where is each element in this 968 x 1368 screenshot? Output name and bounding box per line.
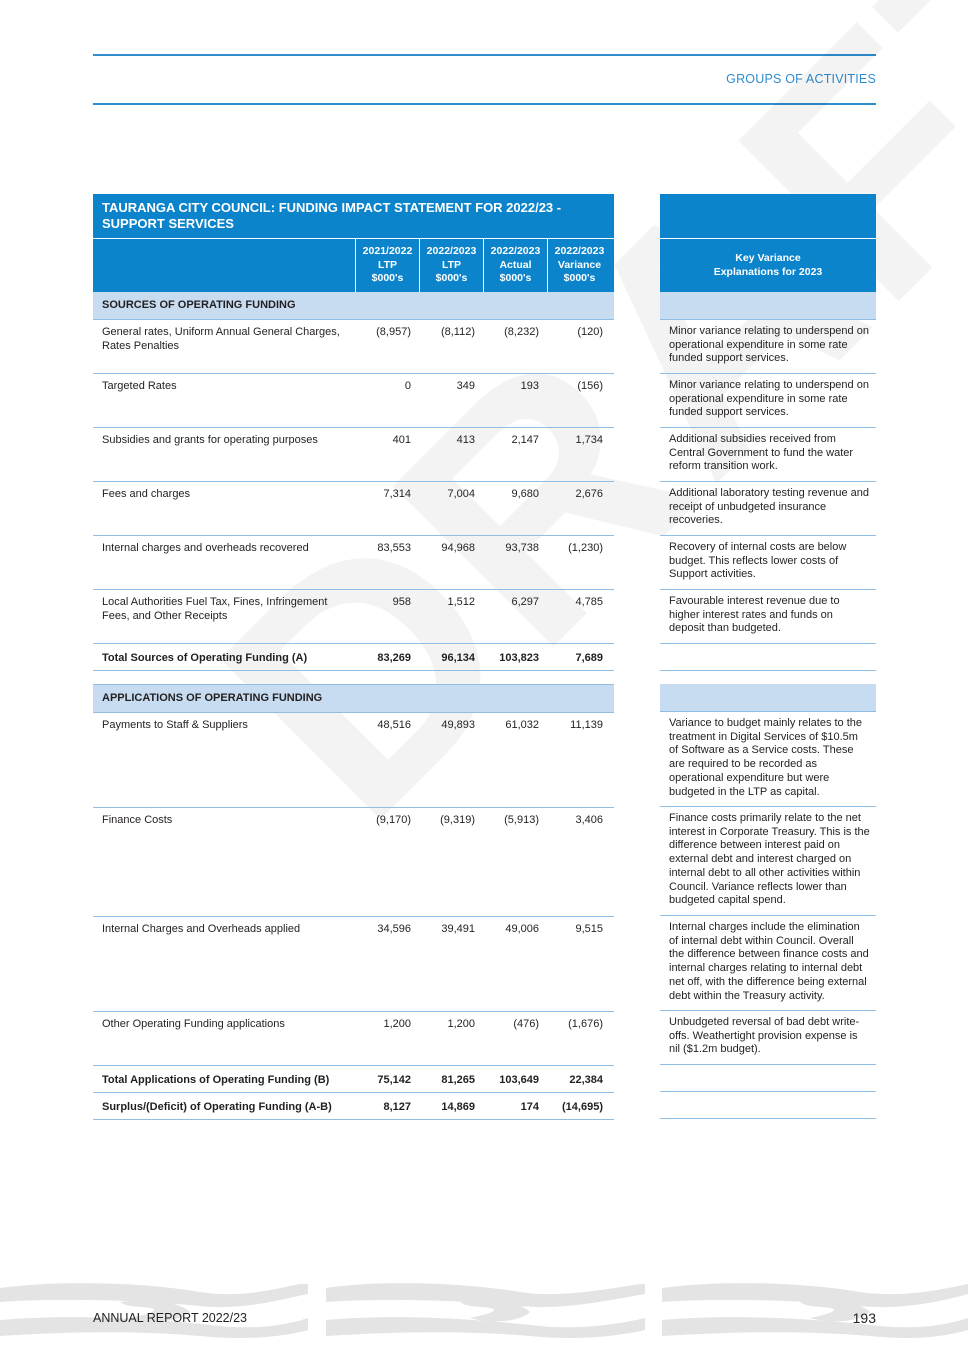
- column-header: 2021/2022 LTP $000's: [355, 239, 419, 292]
- surplus-row: Surplus/(Deficit) of Operating Funding (A-B) 8,127 14,869 174 (14,695): [93, 1093, 614, 1120]
- variance-note: Internal charges include the elimination of internal debt within Council. Overall the difference between finance costs and internal charges relating to internal debt net off, with the difference being external debt within the Treasury activity.: [660, 916, 876, 1011]
- page-number: 193: [852, 1310, 876, 1326]
- table-row: General rates, Uniform Annual General Charges, Rates Penalties (8,957) (8,112) (8,232) (120): [93, 320, 614, 374]
- table-title: TAURANGA CITY COUNCIL: FUNDING IMPACT STATEMENT FOR 2022/23 - SUPPORT SERVICES: [93, 194, 614, 238]
- variance-note: Unbudgeted reversal of bad debt write-offs. Weathertight provision expense is nil ($1.2m budget).: [660, 1011, 876, 1065]
- variance-note-empty: [660, 1065, 876, 1092]
- header-rule: [93, 103, 876, 105]
- section-heading-sources: SOURCES OF OPERATING FUNDING: [93, 292, 614, 320]
- section-heading-applications: APPLICATIONS OF OPERATING FUNDING: [93, 685, 614, 713]
- section-label: GROUPS OF ACTIVITIES: [726, 72, 876, 86]
- table-row: Internal Charges and Overheads applied 34,596 39,491 49,006 9,515: [93, 917, 614, 1012]
- table-row: Subsidies and grants for operating purposes 401 413 2,147 1,734: [93, 428, 614, 482]
- table-header-row: [93, 238, 614, 292]
- total-sources-row: Total Sources of Operating Funding (A) 83,269 96,134 103,823 7,689: [93, 644, 614, 671]
- table-row: Internal charges and overheads recovered 83,553 94,968 93,738 (1,230): [93, 536, 614, 590]
- side-spacer: [660, 671, 876, 684]
- variance-note: Recovery of internal costs are below budget. This reflects lower costs of Support activities.: [660, 536, 876, 590]
- variance-note: Finance costs primarily relate to the net interest in Corporate Treasury. This is the difference between interest paid on external debt and interest charged on internal debt to all other activities within Council. Variance reflects lower than budgeted capital spend.: [660, 807, 876, 916]
- variance-note-empty: [660, 644, 876, 671]
- variance-note: Variance to budget mainly relates to the treatment in Digital Services of $10.5m of Software as a Service costs. These are required to be recorded as operational expenditure but were budgeted in the LTP as capital.: [660, 712, 876, 807]
- side-header: Key Variance Explanations for 2023: [660, 238, 876, 292]
- table-row: Other Operating Funding applications 1,200 1,200 (476) (1,676): [93, 1012, 614, 1066]
- variance-note-empty: [660, 1092, 876, 1119]
- side-section-spacer: [660, 684, 876, 712]
- column-header: 2022/2023 Variance $000's: [547, 239, 611, 292]
- variance-note: Additional subsidies received from Central Government to fund the water reform transition work.: [660, 428, 876, 482]
- variance-note: Minor variance relating to underspend on operational expenditure in some rate funded support services.: [660, 374, 876, 428]
- table-row: Finance Costs (9,170) (9,319) (5,913) 3,406: [93, 808, 614, 917]
- column-header: 2022/2023 Actual $000's: [483, 239, 547, 292]
- variance-note: Additional laboratory testing revenue and receipt of unbudgeted insurance recoveries.: [660, 482, 876, 536]
- total-applications-row: Total Applications of Operating Funding (B) 75,142 81,265 103,649 22,384: [93, 1066, 614, 1093]
- table-row: Targeted Rates 0 349 193 (156): [93, 374, 614, 428]
- top-rule: [93, 54, 876, 56]
- footer-pattern: [0, 1280, 968, 1340]
- variance-explanations: [660, 194, 876, 1119]
- variance-note: Favourable interest revenue due to higher interest rates and funds on deposit than budgeted.: [660, 590, 876, 644]
- table-spacer: [93, 671, 614, 685]
- column-header: 2022/2023 LTP $000's: [419, 239, 483, 292]
- side-section-spacer: [660, 292, 876, 320]
- table-row: Fees and charges 7,314 7,004 9,680 2,676: [93, 482, 614, 536]
- variance-note: Minor variance relating to underspend on operational expenditure in some rate funded support services.: [660, 320, 876, 374]
- table-row: Local Authorities Fuel Tax, Fines, Infringement Fees, and Other Receipts 958 1,512 6,297 4,785: [93, 590, 614, 644]
- report-title: ANNUAL REPORT 2022/23: [93, 1311, 248, 1325]
- funding-impact-table: [93, 194, 614, 1120]
- table-row: Payments to Staff & Suppliers 48,516 49,893 61,032 11,139: [93, 713, 614, 808]
- side-title-bar: [660, 194, 876, 238]
